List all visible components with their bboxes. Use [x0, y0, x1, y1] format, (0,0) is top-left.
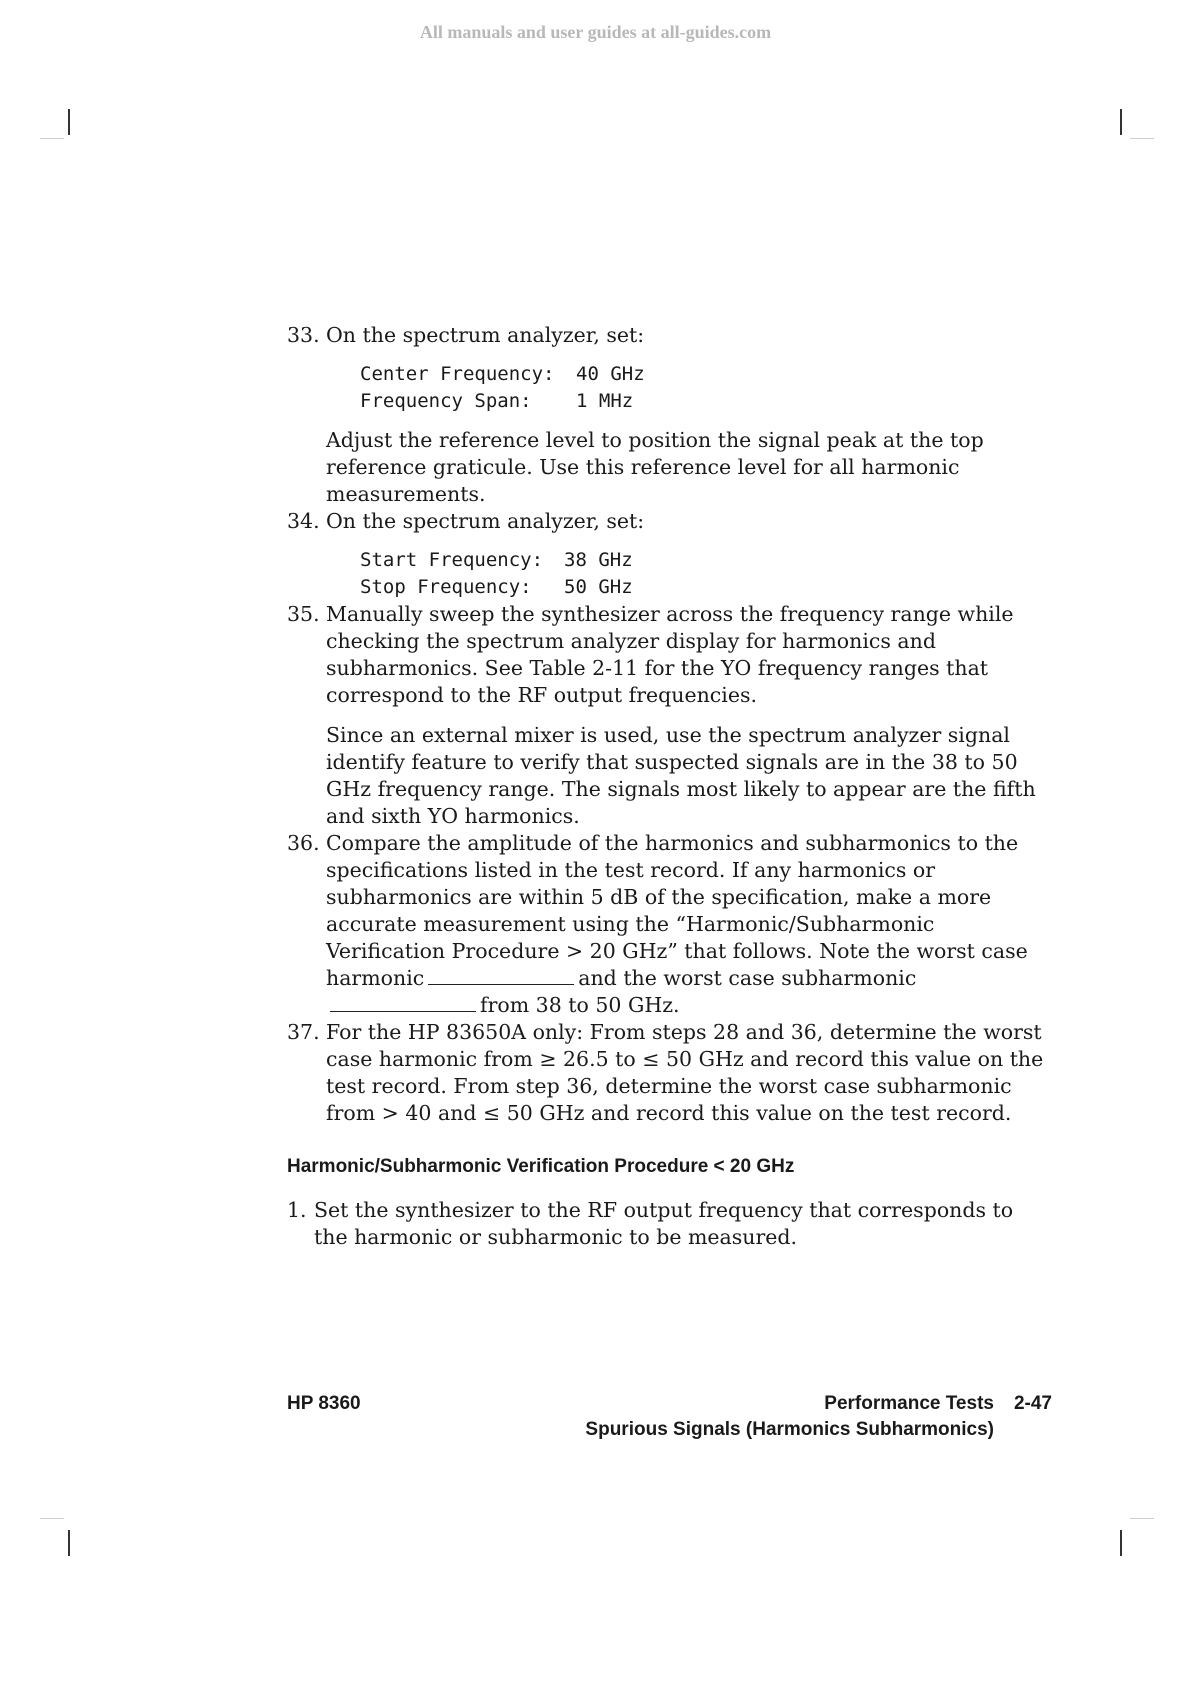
step-number: 36. [287, 831, 320, 855]
crop-mark-bottom-left [68, 1530, 70, 1556]
setting-value: 38 GHz [564, 549, 633, 571]
step-37 [287, 1019, 1047, 1127]
step-text: Set the synthesizer to the RF output frequency that corresponds to the harmonic or subharmonic to be measured. [314, 1198, 1014, 1249]
footer-chapter-line [824, 1391, 1052, 1416]
setting-row [360, 574, 1047, 601]
page-content [287, 322, 1047, 1251]
settings-block [360, 547, 1047, 601]
step-text [326, 830, 1047, 1019]
setting-label: Center Frequency: [360, 363, 555, 385]
step-33 [287, 322, 1047, 508]
step-34 [287, 508, 1047, 601]
step-number: 1. [287, 1198, 307, 1222]
worst-subharmonic-blank [330, 993, 476, 1012]
setting-row [360, 388, 1047, 415]
footer-subtitle: Spurious Signals (Harmonics Subharmonics) [585, 1419, 994, 1440]
crop-mark-top-right-h [1130, 138, 1154, 139]
footer-chapter: Performance Tests [824, 1393, 994, 1414]
crop-mark-bottom-right-h [1130, 1518, 1154, 1519]
footer-model: HP 8360 [287, 1393, 361, 1414]
setting-label: Frequency Span: [360, 390, 532, 412]
step-text: On the spectrum analyzer, set: [326, 323, 645, 347]
step-number: 33. [287, 323, 320, 347]
setting-value: 1 MHz [576, 390, 634, 412]
step-text: Manually sweep the synthesizer across the frequency range while checking the spectrum analyzer display for harmonics and subharmonics. See Table 2-11 for the YO frequency ranges that correspond to the RF output frequencies. [326, 602, 1014, 707]
step-36 [287, 830, 1047, 1019]
text-segment: and the worst case subharmonic [578, 966, 917, 990]
step-number: 34. [287, 509, 320, 533]
step-text: Adjust the reference level to position the signal peak at the top reference graticule. Use this reference level for all harmonic measurements. [326, 428, 984, 506]
step-number: 35. [287, 602, 320, 626]
step-text: On the spectrum analyzer, set: [326, 509, 645, 533]
crop-mark-top-left [68, 109, 70, 135]
setting-value: 50 GHz [564, 576, 633, 598]
section-heading: Harmonic/Subharmonic Verification Procedure < 20 GHz [287, 1156, 795, 1177]
step-number: 37. [287, 1020, 320, 1044]
text-segment: Compare the amplitude of the harmonics and subharmonics to the specifications listed in the test record. If any harmonics or subharmonics are within 5 dB of the specification, make a more accurate measurement using the “Harmonic/Subharmonic Verification Procedure > 20 GHz” that follows. Note the worst case harmonic [326, 831, 1028, 990]
worst-harmonic-blank [428, 966, 574, 985]
text-segment: from 38 to 50 GHz. [480, 993, 680, 1017]
crop-mark-bottom-right [1120, 1530, 1122, 1556]
setting-label: Stop Frequency: [360, 576, 532, 598]
crop-mark-top-left-h [40, 138, 64, 139]
setting-row [360, 547, 1047, 574]
step-text: Since an external mixer is used, use the spectrum analyzer signal identify feature to verify that suspected signals are in the 38 to 50 GHz frequency range. The signals most likely to appear are the fifth and sixth YO harmonics. [326, 723, 1036, 828]
step-text: For the HP 83650A only: From steps 28 and 36, determine the worst case harmonic from ≥ 26.5 to ≤ 50 GHz and record this value on the test record. From step 36, determine the worst case subharmonic from > 40 and ≤ 50 GHz and record this value on the test record. [326, 1020, 1044, 1125]
footer-page-number: 2-47 [1013, 1393, 1052, 1414]
setting-label: Start Frequency: [360, 549, 544, 571]
crop-mark-top-right [1120, 109, 1122, 135]
setting-row [360, 361, 1047, 388]
setting-value: 40 GHz [576, 363, 645, 385]
watermark: All manuals and user guides at all-guides.com [419, 22, 772, 42]
settings-block [360, 361, 1047, 415]
step-35 [287, 601, 1047, 830]
procedure-step-1 [287, 1197, 1047, 1251]
crop-mark-bottom-left-h [40, 1518, 64, 1519]
